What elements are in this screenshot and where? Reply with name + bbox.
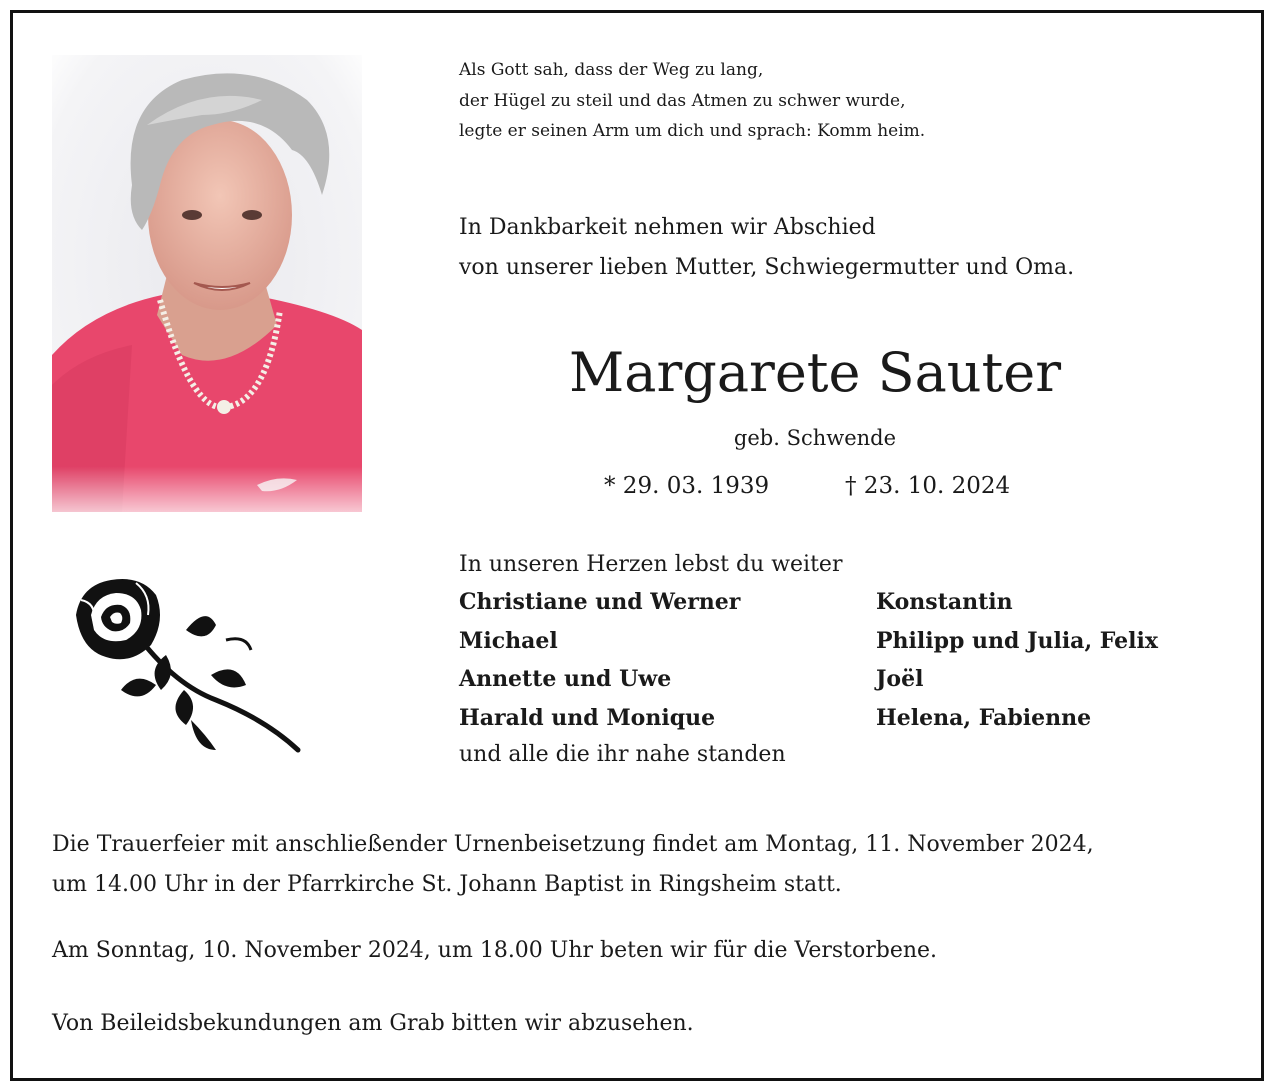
condolence-notice: Von Beileidsbekundungen am Grab bitten wir abzusehen.: [52, 1011, 694, 1036]
deceased-name: Margarete Sauter: [568, 341, 1062, 404]
mourners-intro: In unseren Herzen lebst du weiter: [459, 552, 843, 577]
poem-line-3: legte er seinen Arm um dich und sprach: Komm heim.: [459, 121, 926, 141]
mourner-name: Philipp und Julia, Felix: [876, 627, 1159, 654]
birth-date: * 29. 03. 1939: [604, 473, 770, 499]
mourner-name: Christiane und Werner: [459, 589, 741, 615]
mourners-left-column: [459, 583, 740, 737]
intro-line-2: von unserer lieben Mutter, Schwiegermutter und Oma.: [459, 254, 1075, 280]
mourners-closing: und alle die ihr nahe standen: [459, 742, 786, 767]
mourner-name: Helena, Fabienne: [876, 704, 1092, 731]
mourner-name: Konstantin: [876, 589, 1013, 615]
poem-line-1: Als Gott sah, dass der Weg zu lang,: [459, 60, 764, 80]
prayer-notice: Am Sonntag, 10. November 2024, um 18.00 Uhr beten wir für die Verstorbene.: [52, 938, 938, 963]
poem-line-2: der Hügel zu steil und das Atmen zu schwer wurde,: [459, 90, 906, 111]
rose-icon: [66, 575, 304, 755]
mourners-right-column: [876, 583, 1158, 737]
farewell-intro: [459, 208, 1074, 287]
mourner-name: Annette und Uwe: [459, 666, 672, 692]
poem: [459, 55, 925, 147]
funeral-notice-line-2: um 14.00 Uhr in der Pfarrkirche St. Johann Baptist in Ringsheim statt.: [52, 871, 842, 897]
death-date: † 23. 10. 2024: [845, 473, 1011, 499]
intro-line-1: In Dankbarkeit nehmen wir Abschied: [459, 215, 876, 240]
mourner-name: Harald und Monique: [459, 704, 716, 731]
funeral-notice-line-1: Die Trauerfeier mit anschließender Urnenbeisetzung findet am Montag, 11. November 2024,: [52, 832, 1094, 857]
mourner-name: Michael: [459, 627, 558, 654]
funeral-notice: [52, 825, 1094, 904]
maiden-name: geb. Schwende: [733, 426, 897, 450]
mourner-name: Joël: [876, 666, 924, 692]
